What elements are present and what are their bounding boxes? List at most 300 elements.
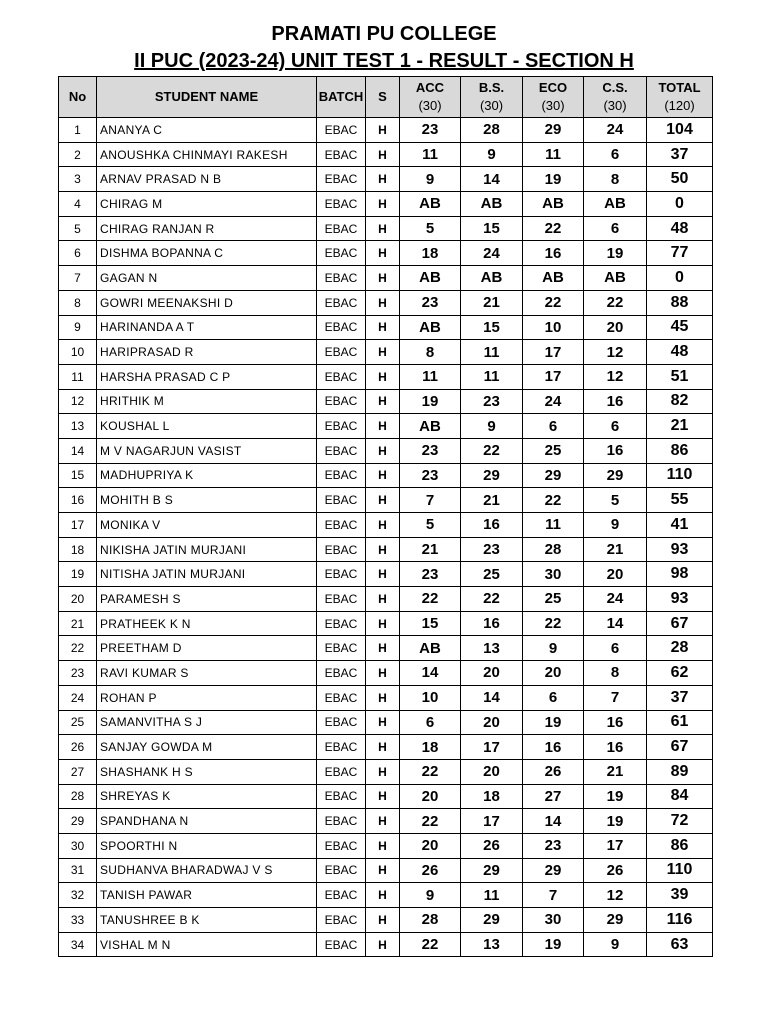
cs-score-cell: AB: [584, 266, 647, 291]
total-score-cell: 88: [647, 290, 713, 315]
total-score-cell: 110: [647, 858, 713, 883]
header-acc: [400, 77, 461, 118]
eco-score-cell: AB: [523, 266, 584, 291]
bs-score-cell: 17: [461, 735, 523, 760]
total-score-cell: 63: [647, 932, 713, 957]
acc-score-cell: 22: [400, 759, 461, 784]
total-score-cell: 82: [647, 389, 713, 414]
total-score-cell: 86: [647, 833, 713, 858]
bs-score-cell: 11: [461, 340, 523, 365]
acc-score-cell: AB: [400, 636, 461, 661]
section-cell: H: [366, 340, 400, 365]
row-number-cell: 32: [59, 883, 97, 908]
row-number-cell: 19: [59, 562, 97, 587]
eco-score-cell: 11: [523, 513, 584, 538]
cs-score-cell: 6: [584, 414, 647, 439]
header-eco-max: (30): [541, 98, 565, 113]
student-name-cell: NIKISHA JATIN MURJANI: [97, 537, 317, 562]
acc-score-cell: AB: [400, 192, 461, 217]
acc-score-cell: 5: [400, 513, 461, 538]
section-cell: H: [366, 167, 400, 192]
acc-score-cell: 19: [400, 389, 461, 414]
acc-score-cell: 20: [400, 784, 461, 809]
acc-score-cell: 11: [400, 364, 461, 389]
bs-score-cell: 17: [461, 809, 523, 834]
section-cell: H: [366, 784, 400, 809]
bs-score-cell: 21: [461, 290, 523, 315]
acc-score-cell: 23: [400, 463, 461, 488]
section-cell: H: [366, 364, 400, 389]
table-row: [59, 537, 713, 562]
acc-score-cell: 9: [400, 167, 461, 192]
total-score-cell: 89: [647, 759, 713, 784]
bs-score-cell: 16: [461, 513, 523, 538]
cs-score-cell: 24: [584, 587, 647, 612]
section-cell: H: [366, 241, 400, 266]
header-section: S: [366, 77, 400, 118]
total-score-cell: 61: [647, 710, 713, 735]
header-cs-label: C.S.: [602, 80, 628, 95]
college-title: PRAMATI PU COLLEGE: [271, 23, 497, 45]
row-number-cell: 20: [59, 587, 97, 612]
result-table: [58, 76, 713, 957]
acc-score-cell: 21: [400, 537, 461, 562]
acc-score-cell: 23: [400, 118, 461, 143]
eco-score-cell: 19: [523, 932, 584, 957]
table-row: [59, 290, 713, 315]
table-row: [59, 315, 713, 340]
table-row: [59, 389, 713, 414]
eco-score-cell: 29: [523, 858, 584, 883]
batch-cell: EBAC: [317, 315, 366, 340]
bs-score-cell: 29: [461, 908, 523, 933]
batch-cell: EBAC: [317, 488, 366, 513]
section-cell: H: [366, 463, 400, 488]
bs-score-cell: 11: [461, 883, 523, 908]
row-number-cell: 21: [59, 611, 97, 636]
eco-score-cell: 28: [523, 537, 584, 562]
total-score-cell: 55: [647, 488, 713, 513]
table-row: [59, 241, 713, 266]
row-number-cell: 28: [59, 784, 97, 809]
section-cell: H: [366, 908, 400, 933]
total-score-cell: 72: [647, 809, 713, 834]
section-cell: H: [366, 661, 400, 686]
eco-score-cell: 19: [523, 710, 584, 735]
batch-cell: EBAC: [317, 661, 366, 686]
total-score-cell: 50: [647, 167, 713, 192]
table-row: [59, 710, 713, 735]
student-name-cell: ANANYA C: [97, 118, 317, 143]
row-number-cell: 18: [59, 537, 97, 562]
section-cell: H: [366, 389, 400, 414]
eco-score-cell: 19: [523, 167, 584, 192]
student-name-cell: TANISH PAWAR: [97, 883, 317, 908]
table-row: [59, 562, 713, 587]
bs-score-cell: 29: [461, 463, 523, 488]
batch-cell: EBAC: [317, 389, 366, 414]
cs-score-cell: 17: [584, 833, 647, 858]
header-bs: [461, 77, 523, 118]
student-name-cell: HARIPRASAD R: [97, 340, 317, 365]
section-cell: H: [366, 735, 400, 760]
eco-score-cell: 22: [523, 488, 584, 513]
table-row: [59, 142, 713, 167]
table-row: [59, 784, 713, 809]
bs-score-cell: 11: [461, 364, 523, 389]
batch-cell: EBAC: [317, 710, 366, 735]
cs-score-cell: 7: [584, 685, 647, 710]
row-number-cell: 2: [59, 142, 97, 167]
batch-cell: EBAC: [317, 932, 366, 957]
row-number-cell: 7: [59, 266, 97, 291]
header-acc-max: (30): [418, 98, 442, 113]
batch-cell: EBAC: [317, 908, 366, 933]
cs-score-cell: 6: [584, 142, 647, 167]
cs-score-cell: 20: [584, 315, 647, 340]
header-acc-label: ACC: [415, 80, 445, 95]
row-number-cell: 34: [59, 932, 97, 957]
header-eco-label: ECO: [538, 80, 568, 95]
batch-cell: EBAC: [317, 192, 366, 217]
eco-score-cell: 29: [523, 463, 584, 488]
student-name-cell: MADHUPRIYA K: [97, 463, 317, 488]
acc-score-cell: 22: [400, 932, 461, 957]
total-score-cell: 84: [647, 784, 713, 809]
cs-score-cell: 12: [584, 364, 647, 389]
eco-score-cell: 29: [523, 118, 584, 143]
bs-score-cell: 29: [461, 858, 523, 883]
student-name-cell: SPANDHANA N: [97, 809, 317, 834]
total-score-cell: 77: [647, 241, 713, 266]
bs-score-cell: 24: [461, 241, 523, 266]
student-name-cell: GAGAN N: [97, 266, 317, 291]
batch-cell: EBAC: [317, 414, 366, 439]
batch-cell: EBAC: [317, 883, 366, 908]
table-row: [59, 858, 713, 883]
eco-score-cell: 17: [523, 340, 584, 365]
section-cell: H: [366, 562, 400, 587]
batch-cell: EBAC: [317, 118, 366, 143]
bs-score-cell: 9: [461, 414, 523, 439]
total-score-cell: 48: [647, 340, 713, 365]
bs-score-cell: 20: [461, 661, 523, 686]
total-score-cell: 0: [647, 192, 713, 217]
cs-score-cell: 9: [584, 513, 647, 538]
row-number-cell: 16: [59, 488, 97, 513]
table-row: [59, 636, 713, 661]
eco-score-cell: 6: [523, 685, 584, 710]
total-score-cell: 41: [647, 513, 713, 538]
total-score-cell: 39: [647, 883, 713, 908]
eco-score-cell: 7: [523, 883, 584, 908]
student-name-cell: PARAMESH S: [97, 587, 317, 612]
student-name-cell: SANJAY GOWDA M: [97, 735, 317, 760]
eco-score-cell: 25: [523, 438, 584, 463]
header-bs-max: (30): [479, 98, 504, 113]
section-cell: H: [366, 142, 400, 167]
row-number-cell: 23: [59, 661, 97, 686]
section-cell: H: [366, 192, 400, 217]
batch-cell: EBAC: [317, 537, 366, 562]
table-row: [59, 488, 713, 513]
total-score-cell: 110: [647, 463, 713, 488]
student-name-cell: DISHMA BOPANNA C: [97, 241, 317, 266]
acc-score-cell: 18: [400, 241, 461, 266]
student-name-cell: CHIRAG RANJAN R: [97, 216, 317, 241]
table-row: [59, 414, 713, 439]
cs-score-cell: 21: [584, 537, 647, 562]
batch-cell: EBAC: [317, 364, 366, 389]
section-cell: H: [366, 883, 400, 908]
eco-score-cell: 22: [523, 290, 584, 315]
cs-score-cell: AB: [584, 192, 647, 217]
batch-cell: EBAC: [317, 759, 366, 784]
bs-score-cell: 20: [461, 710, 523, 735]
bs-score-cell: 18: [461, 784, 523, 809]
student-name-cell: MOHITH B S: [97, 488, 317, 513]
total-score-cell: 93: [647, 537, 713, 562]
header-batch: BATCH: [317, 77, 366, 118]
batch-cell: EBAC: [317, 587, 366, 612]
student-name-cell: PREETHAM D: [97, 636, 317, 661]
section-cell: H: [366, 759, 400, 784]
student-name-cell: NITISHA JATIN MURJANI: [97, 562, 317, 587]
eco-score-cell: 11: [523, 142, 584, 167]
batch-cell: EBAC: [317, 463, 366, 488]
total-score-cell: 37: [647, 685, 713, 710]
batch-cell: EBAC: [317, 833, 366, 858]
cs-score-cell: 14: [584, 611, 647, 636]
batch-cell: EBAC: [317, 611, 366, 636]
row-number-cell: 17: [59, 513, 97, 538]
cs-score-cell: 6: [584, 216, 647, 241]
batch-cell: EBAC: [317, 438, 366, 463]
eco-score-cell: 27: [523, 784, 584, 809]
bs-score-cell: 14: [461, 685, 523, 710]
total-score-cell: 104: [647, 118, 713, 143]
acc-score-cell: 23: [400, 290, 461, 315]
acc-score-cell: 23: [400, 438, 461, 463]
bs-score-cell: 22: [461, 438, 523, 463]
eco-score-cell: AB: [523, 192, 584, 217]
header-no: No: [59, 77, 97, 118]
row-number-cell: 22: [59, 636, 97, 661]
table-header: [59, 77, 713, 118]
cs-score-cell: 16: [584, 438, 647, 463]
table-row: [59, 513, 713, 538]
acc-score-cell: AB: [400, 266, 461, 291]
section-cell: H: [366, 685, 400, 710]
section-cell: H: [366, 488, 400, 513]
row-number-cell: 4: [59, 192, 97, 217]
batch-cell: EBAC: [317, 513, 366, 538]
batch-cell: EBAC: [317, 562, 366, 587]
student-name-cell: RAVI KUMAR S: [97, 661, 317, 686]
cs-score-cell: 19: [584, 784, 647, 809]
student-name-cell: ROHAN P: [97, 685, 317, 710]
acc-score-cell: 15: [400, 611, 461, 636]
section-cell: H: [366, 932, 400, 957]
bs-score-cell: 13: [461, 932, 523, 957]
header-cs: [584, 77, 647, 118]
table-row: [59, 932, 713, 957]
table-row: [59, 340, 713, 365]
total-score-cell: 28: [647, 636, 713, 661]
acc-score-cell: AB: [400, 414, 461, 439]
cs-score-cell: 8: [584, 661, 647, 686]
row-number-cell: 30: [59, 833, 97, 858]
table-row: [59, 685, 713, 710]
eco-score-cell: 17: [523, 364, 584, 389]
acc-score-cell: 22: [400, 587, 461, 612]
table-row: [59, 735, 713, 760]
section-cell: H: [366, 809, 400, 834]
acc-score-cell: 6: [400, 710, 461, 735]
bs-score-cell: 21: [461, 488, 523, 513]
batch-cell: EBAC: [317, 216, 366, 241]
batch-cell: EBAC: [317, 241, 366, 266]
row-number-cell: 8: [59, 290, 97, 315]
total-score-cell: 51: [647, 364, 713, 389]
table-row: [59, 118, 713, 143]
section-cell: H: [366, 438, 400, 463]
cs-score-cell: 12: [584, 883, 647, 908]
bs-score-cell: 15: [461, 315, 523, 340]
bs-score-cell: 23: [461, 537, 523, 562]
eco-score-cell: 20: [523, 661, 584, 686]
row-number-cell: 3: [59, 167, 97, 192]
batch-cell: EBAC: [317, 735, 366, 760]
row-number-cell: 9: [59, 315, 97, 340]
row-number-cell: 1: [59, 118, 97, 143]
header-cs-max: (30): [603, 98, 627, 113]
header-bs-label: B.S.: [478, 80, 505, 95]
student-name-cell: SPOORTHI N: [97, 833, 317, 858]
row-number-cell: 6: [59, 241, 97, 266]
cs-score-cell: 6: [584, 636, 647, 661]
row-number-cell: 5: [59, 216, 97, 241]
bs-score-cell: 26: [461, 833, 523, 858]
header-student-name: STUDENT NAME: [97, 77, 317, 118]
eco-score-cell: 22: [523, 216, 584, 241]
cs-score-cell: 22: [584, 290, 647, 315]
cs-score-cell: 5: [584, 488, 647, 513]
table-row: [59, 364, 713, 389]
eco-score-cell: 16: [523, 241, 584, 266]
total-score-cell: 45: [647, 315, 713, 340]
student-name-cell: SAMANVITHA S J: [97, 710, 317, 735]
header-total: [647, 77, 713, 118]
row-number-cell: 10: [59, 340, 97, 365]
batch-cell: EBAC: [317, 636, 366, 661]
row-number-cell: 13: [59, 414, 97, 439]
table-row: [59, 883, 713, 908]
total-score-cell: 21: [647, 414, 713, 439]
bs-score-cell: 14: [461, 167, 523, 192]
cs-score-cell: 20: [584, 562, 647, 587]
batch-cell: EBAC: [317, 858, 366, 883]
cs-score-cell: 16: [584, 389, 647, 414]
student-name-cell: HRITHIK M: [97, 389, 317, 414]
total-score-cell: 0: [647, 266, 713, 291]
student-name-cell: SHREYAS K: [97, 784, 317, 809]
batch-cell: EBAC: [317, 142, 366, 167]
acc-score-cell: 8: [400, 340, 461, 365]
cs-score-cell: 9: [584, 932, 647, 957]
acc-score-cell: 23: [400, 562, 461, 587]
total-score-cell: 67: [647, 735, 713, 760]
eco-score-cell: 14: [523, 809, 584, 834]
student-name-cell: HARINANDA A T: [97, 315, 317, 340]
row-number-cell: 26: [59, 735, 97, 760]
student-name-cell: CHIRAG M: [97, 192, 317, 217]
table-row: [59, 438, 713, 463]
eco-score-cell: 30: [523, 908, 584, 933]
student-name-cell: PRATHEEK K N: [97, 611, 317, 636]
eco-score-cell: 6: [523, 414, 584, 439]
acc-score-cell: 7: [400, 488, 461, 513]
batch-cell: EBAC: [317, 266, 366, 291]
student-name-cell: VISHAL M N: [97, 932, 317, 957]
section-cell: H: [366, 414, 400, 439]
row-number-cell: 33: [59, 908, 97, 933]
acc-score-cell: 18: [400, 735, 461, 760]
batch-cell: EBAC: [317, 290, 366, 315]
student-name-cell: ARNAV PRASAD N B: [97, 167, 317, 192]
acc-score-cell: 20: [400, 833, 461, 858]
student-name-cell: KOUSHAL L: [97, 414, 317, 439]
acc-score-cell: AB: [400, 315, 461, 340]
cs-score-cell: 19: [584, 809, 647, 834]
row-number-cell: 29: [59, 809, 97, 834]
bs-score-cell: 23: [461, 389, 523, 414]
acc-score-cell: 28: [400, 908, 461, 933]
bs-score-cell: 16: [461, 611, 523, 636]
table-row: [59, 611, 713, 636]
row-number-cell: 12: [59, 389, 97, 414]
section-cell: H: [366, 266, 400, 291]
table-body: [59, 118, 713, 957]
row-number-cell: 25: [59, 710, 97, 735]
table-row: [59, 908, 713, 933]
bs-score-cell: 9: [461, 142, 523, 167]
total-score-cell: 116: [647, 908, 713, 933]
bs-score-cell: 25: [461, 562, 523, 587]
cs-score-cell: 24: [584, 118, 647, 143]
eco-score-cell: 23: [523, 833, 584, 858]
eco-score-cell: 16: [523, 735, 584, 760]
acc-score-cell: 5: [400, 216, 461, 241]
table-row: [59, 167, 713, 192]
row-number-cell: 27: [59, 759, 97, 784]
bs-score-cell: 22: [461, 587, 523, 612]
row-number-cell: 15: [59, 463, 97, 488]
bs-score-cell: 13: [461, 636, 523, 661]
table-row: [59, 463, 713, 488]
eco-score-cell: 25: [523, 587, 584, 612]
student-name-cell: SUDHANVA BHARADWAJ V S: [97, 858, 317, 883]
row-number-cell: 14: [59, 438, 97, 463]
cs-score-cell: 29: [584, 463, 647, 488]
table-row: [59, 266, 713, 291]
bs-score-cell: 15: [461, 216, 523, 241]
student-name-cell: GOWRI MEENAKSHI D: [97, 290, 317, 315]
table-row: [59, 587, 713, 612]
eco-score-cell: 22: [523, 611, 584, 636]
section-cell: H: [366, 118, 400, 143]
total-score-cell: 37: [647, 142, 713, 167]
